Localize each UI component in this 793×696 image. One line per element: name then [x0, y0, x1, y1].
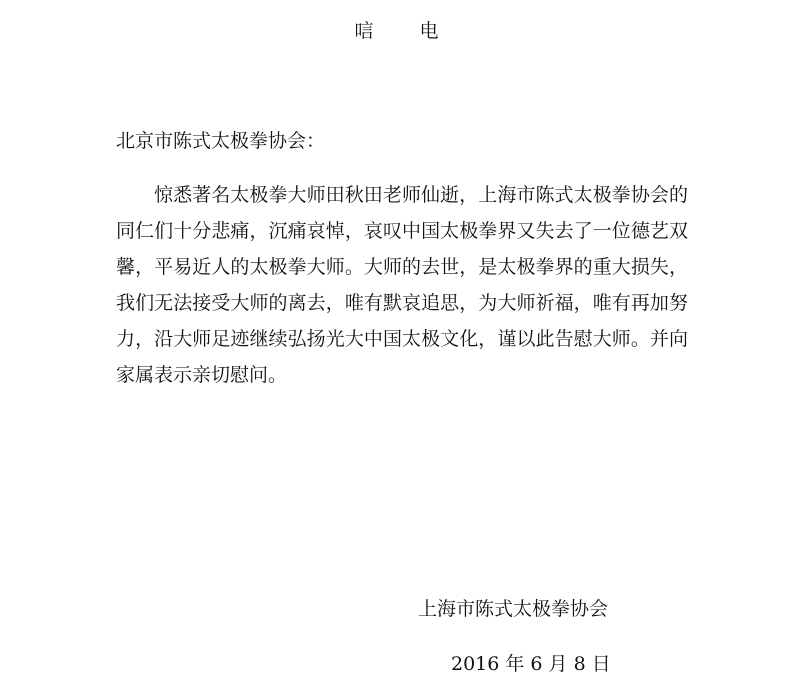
document-title	[0, 19, 793, 43]
title-char-2: 电	[419, 20, 439, 42]
title-char-1: 唁	[354, 20, 374, 42]
body-paragraph: 惊悉著名太极拳大师田秋田老师仙逝，上海市陈式太极拳协会的同仁们十分悲痛，沉痛哀悼，哀叹中国太极拳界又失去了一位德艺双馨，平易近人的太极拳大师。大师的去世，是太极拳界的重大损失，我们无法接受大师的离去，唯有默哀追思，为大师祈福，唯有再加努力，沿大师足迹继续弘扬光大中国太极文化，谨以此告慰大师。并向家属表示亲切慰问。	[116, 184, 688, 386]
salutation: 北京市陈式太极拳协会：	[116, 130, 326, 152]
date: 2016 年 6 月 8 日	[451, 653, 611, 675]
signature: 上海市陈式太极拳协会	[418, 598, 609, 620]
